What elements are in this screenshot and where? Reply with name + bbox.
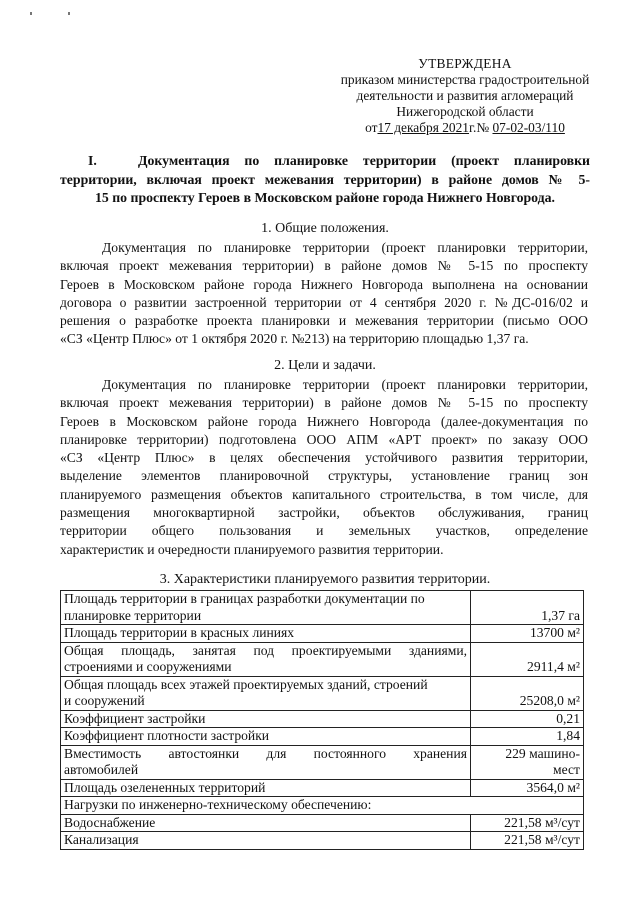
approval-line: деятельности и развития агломераций (356, 88, 574, 103)
table-row (61, 745, 584, 779)
paragraph-line: Документация по планировке территории (проект планировки территории, (102, 377, 588, 392)
heading-line: Документация по планировке территории (проект планировки (138, 153, 590, 168)
row-value-line: 229 машино- (505, 745, 580, 761)
table-row (61, 779, 584, 797)
scan-mark (30, 12, 32, 15)
approval-date-prefix: от (365, 120, 378, 135)
table-row (61, 676, 584, 710)
row-value: 25208,0 м² (471, 676, 584, 710)
row-label (61, 591, 471, 625)
table-row (61, 625, 584, 643)
paragraph-line: Героев в Московском районе города Нижнего Новгорода (далее-документация по (60, 413, 588, 429)
table-row (61, 710, 584, 728)
row-label-line: Общая площадь, занятая под проектируемыми зданиями, (64, 642, 467, 658)
row-value: 1,37 га (471, 591, 584, 625)
row-label: Коэффициент плотности застройки (61, 728, 471, 746)
table-row (61, 814, 584, 832)
row-label (61, 745, 471, 779)
approval-title: УТВЕРЖДЕНА (418, 56, 512, 71)
row-label-line: Вместимость автостоянки для постоянного хранения (64, 745, 467, 761)
paragraph-line: решения о разработке проекта планировки и межевания территории (письмо ООО (60, 313, 588, 329)
paragraph-line: Документация по планировке территории (проект планировки территории, (102, 240, 588, 255)
row-value: 1,84 (471, 728, 584, 746)
approval-number: 07-02-03/110 (492, 120, 565, 135)
heading-line: 15 по проспекту Героев в Московском районе города Нижнего Новгорода. (94, 190, 556, 205)
paragraph-line: «СЗ «Центр Плюс» от 1 октября 2020 г. №213) на территорию площадью 1,37 га. (60, 331, 529, 347)
row-label-line: Общая площадь всех этажей проектируемых зданий, строений (64, 676, 428, 692)
paragraph-line: характеристик и очередности планируемого развития территории. (60, 541, 444, 557)
scan-mark (68, 12, 70, 15)
section-title: 1. Общие положения. (261, 221, 389, 236)
approval-date-line (320, 120, 610, 136)
row-label-line: планировке территории (64, 607, 202, 623)
row-label: Площадь территории в красных линиях (61, 625, 471, 643)
row-label: Водоснабжение (61, 814, 471, 832)
paragraph-line: выделение элементов планировочной структуры, установление границ зон (60, 468, 588, 484)
row-value: 0,21 (471, 710, 584, 728)
section-paragraph (60, 239, 588, 349)
table-row (61, 832, 584, 850)
row-label (61, 642, 471, 676)
row-label: Коэффициент застройки (61, 710, 471, 728)
paragraph-line: включая проект межевания территории) в районе домов № 5-15 по проспекту (60, 395, 588, 411)
table-row (61, 591, 584, 625)
document-heading (60, 152, 590, 208)
approval-line: приказом министерства градостроительной (340, 72, 590, 87)
heading-number: I. (88, 153, 97, 168)
paragraph-line: «СЗ «Центр Плюс» в целях обеспечения устойчивого развития территории, (60, 450, 588, 466)
row-value: 13700 м² (471, 625, 584, 643)
row-label-line: строениями и сооружениями (64, 659, 232, 674)
row-value: 221,58 м³/сут (471, 832, 584, 850)
row-label-line: Площадь территории в границах разработки документации по (64, 591, 425, 606)
row-label: Площадь озелененных территорий (61, 779, 471, 797)
row-label: Нагрузки по инженерно-техническому обеспечению: (61, 797, 584, 815)
row-value (471, 745, 584, 779)
row-value-line: мест (553, 762, 580, 777)
paragraph-line: Героев в Московском районе города Нижнего Новгорода выполнена на основании (60, 276, 588, 292)
section-title: 2. Цели и задачи. (274, 358, 376, 373)
row-label-line: и сооружений (64, 693, 145, 708)
table-row (61, 797, 584, 815)
paragraph-line: договора о развитии застроенной территории от 4 сентября 2020 г. №ДС-016/02 и (60, 294, 588, 310)
characteristics-table (60, 590, 584, 850)
row-value: 2911,4 м² (471, 642, 584, 676)
paragraph-line: территории общего пользования и земельных участков, определение (60, 523, 588, 539)
row-label-line: автомобилей (64, 762, 139, 777)
approval-stamp (320, 56, 610, 136)
approval-date-suffix: г.№ (469, 120, 490, 135)
approval-line: Нижегородской области (396, 104, 534, 119)
row-value: 221,58 м³/сут (471, 814, 584, 832)
paragraph-line: планировке территории) подготовлена ООО АПМ «АРТ проект» по заказу ООО (60, 431, 588, 447)
row-label: Канализация (61, 832, 471, 850)
row-label (61, 676, 471, 710)
paragraph-line: планируемого размещения объектов капитального строительства, в том числе, для (60, 486, 588, 502)
section-paragraph (60, 376, 588, 559)
paragraph-line: включая проект межевания территории) в районе домов № 5-15 по проспекту (60, 258, 588, 274)
table-row (61, 642, 584, 676)
paragraph-line: размещения многоквартирной застройки, объектов обслуживания, границ (60, 505, 588, 521)
section-title: 3. Характеристики планируемого развития территории. (159, 572, 491, 587)
table-row (61, 728, 584, 746)
approval-date: 17 декабря 2021 (377, 120, 470, 135)
row-value: 3564,0 м² (471, 779, 584, 797)
heading-line: территории, включая проект межевания территории) в районе домов № 5- (60, 171, 590, 187)
